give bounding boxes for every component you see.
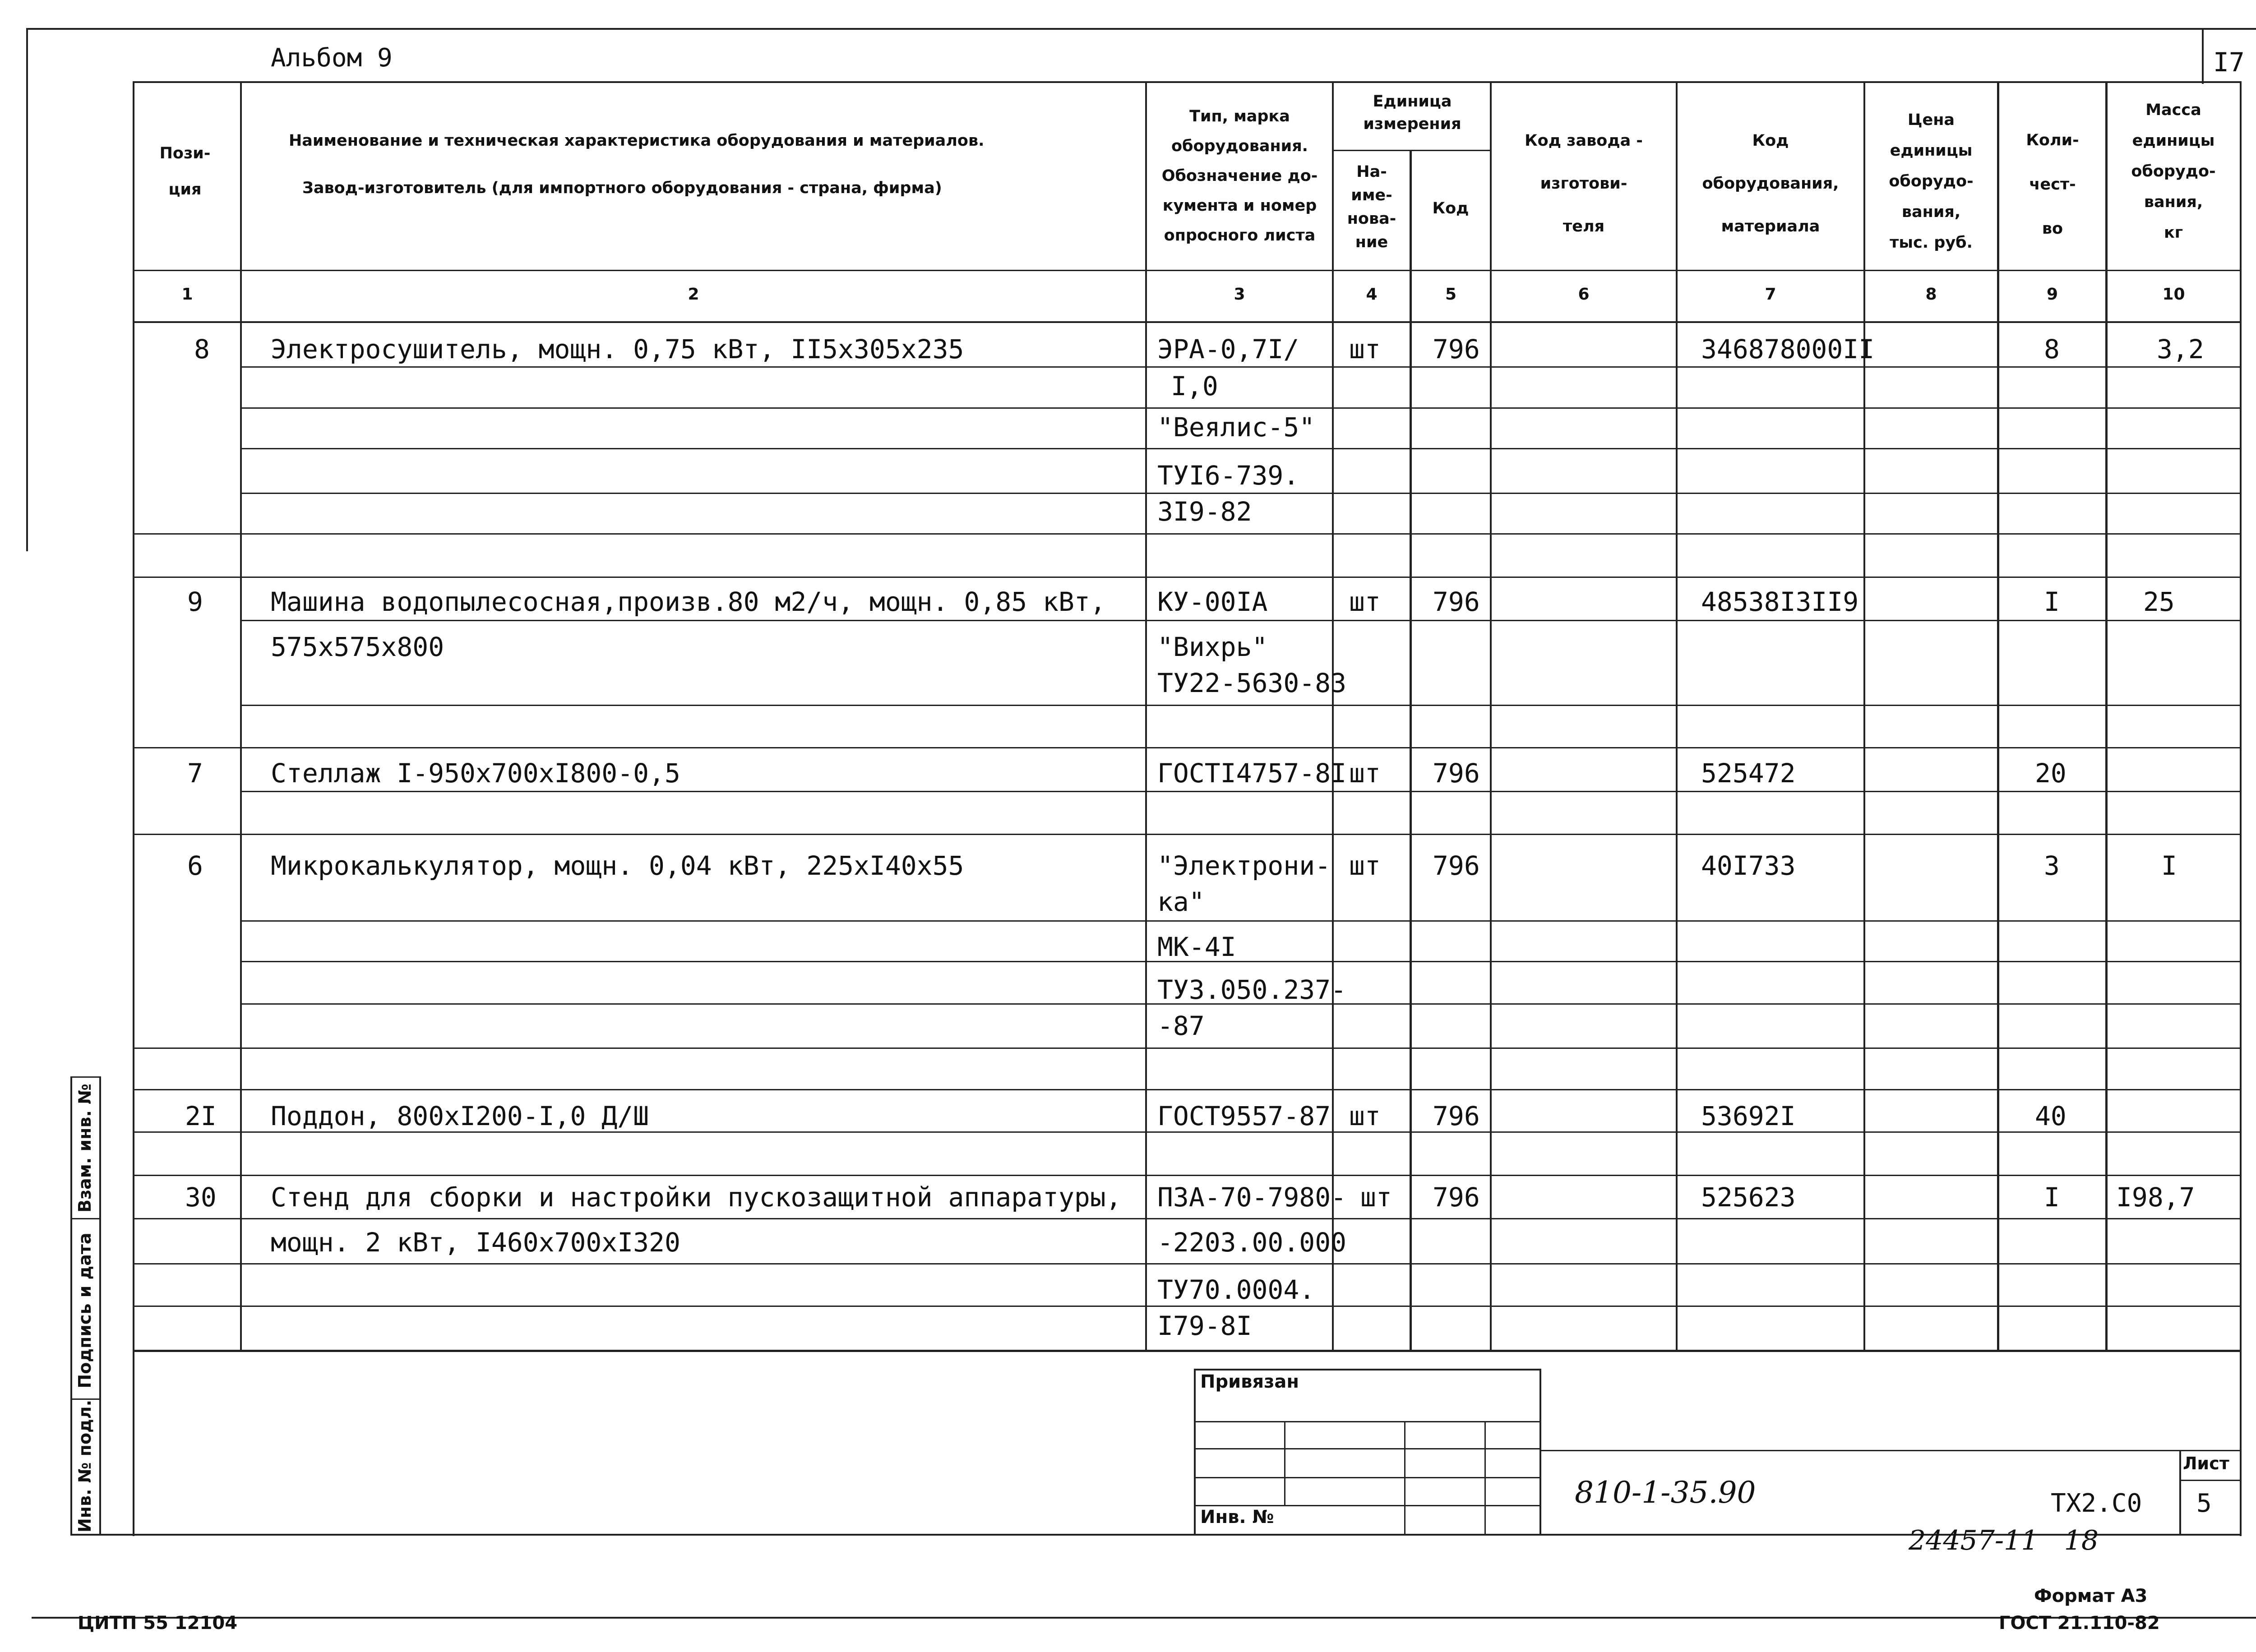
row-6-doc-1: "Электрони- bbox=[1157, 850, 1331, 881]
row-6-pos: 6 bbox=[187, 850, 203, 881]
row-6-qty: 3 bbox=[2044, 850, 2060, 881]
vline-d bbox=[1332, 81, 1334, 1351]
row-7-pos: 7 bbox=[187, 758, 203, 789]
vline-f bbox=[1490, 81, 1492, 1351]
row-30-name-1: Стенд для сборки и настройки пускозащитной аппаратуры, bbox=[271, 1182, 1122, 1213]
hline-13 bbox=[242, 961, 2240, 962]
col-num-10: 10 bbox=[2162, 285, 2185, 304]
vline-e bbox=[1410, 151, 1412, 1351]
row-6-ucode: 796 bbox=[1433, 850, 1480, 881]
col-10-header bbox=[2108, 95, 2239, 248]
col-8-h2: единицы bbox=[1890, 142, 1973, 160]
stamp-box-left bbox=[1194, 1369, 1196, 1536]
row-6-code: 40I733 bbox=[1701, 850, 1796, 881]
row-6-doc-3: МК-4I bbox=[1157, 932, 1236, 962]
row-21-code: 53692I bbox=[1701, 1101, 1796, 1131]
hline-1 bbox=[242, 366, 2240, 368]
col-4-h1: На- bbox=[1356, 163, 1387, 181]
col-4-h3: нова- bbox=[1347, 210, 1396, 228]
row-30-ucode: 796 bbox=[1433, 1182, 1480, 1213]
col-3-h5: опросного листа bbox=[1164, 226, 1316, 245]
col-10-h2: единицы bbox=[2132, 132, 2215, 150]
row-8-name: Электросушитель, мощн. 0,75 кВт, II5х305х235 bbox=[271, 334, 964, 365]
side-label-podpis: Подпись и дата bbox=[75, 1232, 95, 1389]
row-8-mass: 3,2 bbox=[2157, 334, 2204, 365]
row-30-code: 525623 bbox=[1701, 1182, 1796, 1213]
row-9-name-2: 575х575х800 bbox=[271, 632, 444, 662]
hline-10 bbox=[242, 791, 2240, 792]
row-9-ucode: 796 bbox=[1433, 586, 1480, 617]
row-7-doc: ГОСТI4757-8I bbox=[1157, 758, 1347, 789]
hline-20 bbox=[134, 1263, 2240, 1264]
stamp-row-2 bbox=[1194, 1448, 1541, 1449]
col-num-5: 5 bbox=[1445, 285, 1457, 304]
sheet-box-left bbox=[2179, 1450, 2181, 1536]
hline-9 bbox=[134, 747, 2240, 748]
col-num-4: 4 bbox=[1366, 285, 1378, 304]
row-6-mass: I bbox=[2161, 850, 2177, 881]
frame-left bbox=[26, 28, 28, 551]
stamp-box-right bbox=[1539, 1369, 1541, 1536]
stamp-privyazan: Привязан bbox=[1200, 1371, 1299, 1392]
col-3-h3: Обозначение до- bbox=[1161, 167, 1318, 185]
row-6-doc-5: -87 bbox=[1157, 1011, 1205, 1041]
row-8-doc-4: ТУI6-739. bbox=[1157, 460, 1299, 491]
row-8-doc-2: I,0 bbox=[1171, 371, 1218, 401]
row-7-name: Стеллаж I-950х700хI800-0,5 bbox=[271, 758, 680, 789]
side-box-right bbox=[99, 1076, 101, 1535]
row-30-doc-1: ПЗА-70-7980- bbox=[1157, 1182, 1347, 1213]
col-9-header bbox=[2001, 118, 2104, 251]
col-num-9: 9 bbox=[2046, 285, 2058, 304]
row-30-unit: шт bbox=[1360, 1182, 1392, 1213]
col-10-h3: оборудо- bbox=[2131, 162, 2216, 180]
row-6-doc-2: ка" bbox=[1157, 886, 1205, 917]
col-1-header: Пози-ция bbox=[159, 144, 211, 198]
col-8-h3: оборудо- bbox=[1889, 172, 1974, 190]
stamp-inv-no: Инв. № bbox=[1200, 1507, 1274, 1527]
side-box-left bbox=[70, 1076, 72, 1535]
row-8-qty: 8 bbox=[2044, 334, 2060, 365]
row-7-qty: 20 bbox=[2035, 758, 2066, 789]
vline-g bbox=[1676, 81, 1678, 1351]
col-8-h1: Цена bbox=[1907, 111, 1955, 129]
row-9-unit: шт bbox=[1349, 586, 1381, 617]
col-10-h5: кг bbox=[2164, 224, 2183, 242]
row-30-pos: 30 bbox=[185, 1182, 217, 1213]
row-21-pos: 2I bbox=[185, 1101, 217, 1131]
row-8-unit: шт bbox=[1349, 334, 1381, 365]
row-9-name-1: Машина водопылесосная,произв.80 м2/ч, мощн. 0,85 кВт, bbox=[271, 586, 1106, 617]
hline-5 bbox=[134, 533, 2240, 535]
side-label-vzam: Взам. инв. № bbox=[75, 1084, 95, 1213]
row-30-qty: I bbox=[2044, 1182, 2060, 1213]
row-6-unit: шт bbox=[1349, 850, 1381, 881]
vline-j bbox=[2105, 81, 2108, 1351]
col-2-header-line2: Завод-изготовитель (для импортного оборудования - страна, фирма) bbox=[302, 179, 942, 197]
row-21-name: Поддон, 800хI200-I,0 Д/Ш bbox=[271, 1101, 649, 1131]
side-box-div1 bbox=[70, 1218, 101, 1219]
row-6-doc-4: ТУ3.050.237- bbox=[1157, 974, 1347, 1005]
table-top bbox=[133, 81, 2242, 83]
vline-c bbox=[1145, 81, 1147, 1351]
code-block-top bbox=[1539, 1450, 2242, 1451]
col-3-header bbox=[1148, 102, 1331, 250]
col-6-h3: теля bbox=[1563, 217, 1605, 235]
row-8-pos: 8 bbox=[194, 334, 210, 365]
col-3-h4: кумента и номер bbox=[1162, 197, 1317, 215]
col-num-8: 8 bbox=[1925, 285, 1937, 304]
hline-21 bbox=[134, 1306, 2240, 1307]
hline-17 bbox=[134, 1131, 2240, 1133]
col-3-h2: оборудования. bbox=[1171, 137, 1308, 155]
hline-2 bbox=[242, 407, 2240, 409]
col-7-h1: Код bbox=[1752, 132, 1789, 150]
row-30-doc-4: I79-8I bbox=[1157, 1311, 1252, 1341]
row-9-doc-3: ТУ22-5630-83 bbox=[1157, 668, 1347, 698]
doc-code: ТХ2.С0 bbox=[2051, 1489, 2142, 1518]
row-9-doc-2: "Вихрь" bbox=[1157, 632, 1268, 662]
row-30-name-2: мощн. 2 кВт, I460х700хI320 bbox=[271, 1227, 680, 1258]
format-label: Формат А3 bbox=[2034, 1586, 2148, 1606]
stamp-box-top bbox=[1194, 1369, 1541, 1371]
gost-label: ГОСТ 21.110-82 bbox=[1999, 1613, 2160, 1634]
table-numbers-bottom bbox=[133, 321, 2242, 323]
col-7-h2: оборудования, bbox=[1702, 175, 1839, 193]
row-21-qty: 40 bbox=[2035, 1101, 2066, 1131]
hline-12 bbox=[242, 920, 2240, 922]
col-4-h4: ние bbox=[1355, 233, 1388, 251]
table-header-bottom bbox=[133, 270, 2242, 271]
row-21-unit: шт bbox=[1349, 1101, 1381, 1131]
row-21-ucode: 796 bbox=[1433, 1101, 1480, 1131]
hline-6 bbox=[134, 577, 2240, 578]
col-8-h4: вания, bbox=[1901, 203, 1961, 221]
frame-bottom bbox=[32, 1617, 2256, 1619]
vline-h bbox=[1863, 81, 1865, 1351]
col-num-3: 3 bbox=[1234, 285, 1245, 304]
row-6-name: Микрокалькулятор, мощн. 0,04 кВт, 225хI40х55 bbox=[271, 850, 964, 881]
sheet-box-mid bbox=[2179, 1480, 2241, 1481]
col-8-h5: тыс. руб. bbox=[1890, 234, 1973, 252]
row-8-code: 346878000II bbox=[1701, 334, 1875, 365]
sheet-number-box-left bbox=[2202, 28, 2204, 84]
col-num-6: 6 bbox=[1578, 285, 1590, 304]
unit-group-header: Единица измерения bbox=[1363, 92, 1461, 133]
stamp-col-1 bbox=[1284, 1421, 1285, 1505]
hline-16 bbox=[134, 1089, 2240, 1090]
album-label: Альбом 9 bbox=[271, 43, 393, 73]
row-8-doc-1: ЭРА-0,7I/ bbox=[1157, 334, 1299, 365]
col-5-header: Код bbox=[1432, 199, 1469, 217]
row-9-qty: I bbox=[2044, 586, 2060, 617]
drawing-code: 810-1-35.90 bbox=[1575, 1475, 1756, 1510]
col-6-header bbox=[1493, 120, 1675, 248]
hline-7 bbox=[242, 620, 2240, 621]
hline-8 bbox=[242, 705, 2240, 706]
sheet-number: I7 bbox=[2213, 47, 2245, 78]
col-9-h1: Коли- bbox=[2026, 131, 2079, 149]
col-10-h4: вания, bbox=[2144, 193, 2203, 211]
row-8-doc-5: 3I9-82 bbox=[1157, 496, 1252, 527]
hline-3 bbox=[242, 448, 2240, 449]
row-21-doc: ГОСТ9557-87 bbox=[1157, 1101, 1331, 1131]
hline-18 bbox=[134, 1175, 2240, 1176]
col-10-h1: Масса bbox=[2145, 101, 2201, 119]
frame-top bbox=[26, 28, 2256, 30]
row-9-mass: 25 bbox=[2143, 586, 2175, 617]
stamp-row-3 bbox=[1194, 1477, 1541, 1478]
row-9-code: 48538I3II9 bbox=[1701, 586, 1859, 617]
stamp-col-2 bbox=[1404, 1421, 1405, 1536]
col-num-2: 2 bbox=[688, 285, 699, 304]
sheet-label: Лист bbox=[2183, 1454, 2229, 1473]
hline-19 bbox=[134, 1218, 2240, 1219]
row-9-doc-1: КУ-00IА bbox=[1157, 586, 1268, 617]
row-7-unit: шт bbox=[1349, 758, 1381, 789]
col-6-h2: изготови- bbox=[1540, 175, 1627, 193]
left-code: ЦИТП 55 12104 bbox=[78, 1613, 238, 1634]
col-num-7: 7 bbox=[1765, 285, 1776, 304]
row-30-doc-2: -2203.00.000 bbox=[1157, 1227, 1347, 1258]
col-7-header bbox=[1678, 120, 1863, 248]
stamp-row-1 bbox=[1194, 1421, 1541, 1422]
row-30-mass: I98,7 bbox=[2116, 1182, 2195, 1213]
col-6-h1: Код завода - bbox=[1525, 132, 1643, 150]
vline-i bbox=[1997, 81, 1999, 1351]
side-label-inv: Инв. № подл. bbox=[75, 1399, 95, 1533]
row-9-pos: 9 bbox=[187, 586, 203, 617]
hline-15 bbox=[134, 1047, 2240, 1049]
col-4-header bbox=[1335, 160, 1409, 254]
hline-11 bbox=[134, 834, 2240, 835]
row-8-ucode: 796 bbox=[1433, 334, 1480, 365]
col-9-h3: во bbox=[2042, 220, 2063, 238]
row-7-ucode: 796 bbox=[1433, 758, 1480, 789]
row-7-code: 525472 bbox=[1701, 758, 1796, 789]
row-30-doc-3: ТУ70.0004. bbox=[1157, 1274, 1315, 1305]
col-9-h2: чест- bbox=[2029, 175, 2076, 194]
col-8-header bbox=[1866, 105, 1996, 258]
stamp-col-3 bbox=[1484, 1421, 1486, 1536]
col-num-1: 1 bbox=[181, 285, 193, 304]
handwritten-note: 24457-11 18 bbox=[1909, 1525, 2099, 1556]
row-8-doc-3: "Веялис-5" bbox=[1157, 412, 1315, 443]
side-box-top bbox=[70, 1076, 101, 1078]
vline-b bbox=[240, 81, 242, 1351]
col-7-h3: материала bbox=[1721, 217, 1820, 235]
table-bottom bbox=[133, 1350, 2242, 1352]
col-3-h1: Тип, марка bbox=[1189, 107, 1290, 125]
stamp-row-4 bbox=[1194, 1505, 1541, 1506]
hline-4 bbox=[242, 493, 2240, 494]
vline-k bbox=[2240, 81, 2242, 1536]
sheet-value: 5 bbox=[2196, 1489, 2212, 1518]
col-4-h2: име- bbox=[1351, 186, 1392, 204]
unit-group-divider bbox=[1332, 150, 1491, 151]
col-2-header-line1: Наименование и техническая характеристика оборудования и материалов. bbox=[289, 132, 985, 150]
